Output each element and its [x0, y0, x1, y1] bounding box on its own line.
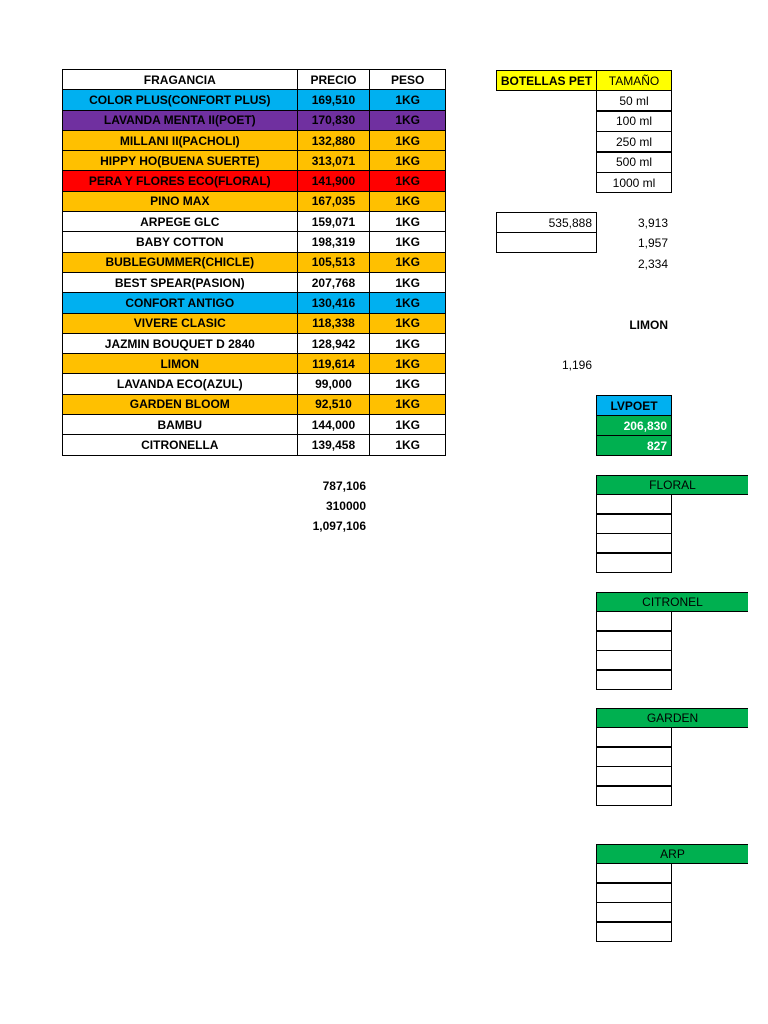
price-cell: 207,768: [297, 272, 370, 292]
weight-cell: 1KG: [370, 272, 446, 292]
table-row: [63, 435, 446, 455]
weight-cell: 1KG: [370, 151, 446, 171]
weight-cell: 1KG: [370, 354, 446, 374]
weight-cell: 1KG: [370, 90, 446, 110]
fragrance-table: [62, 69, 446, 456]
extra-value: 310000: [325, 499, 366, 513]
limon-label: LIMON: [629, 317, 668, 332]
weight-cell: 1KG: [370, 313, 446, 333]
green-box-empty-cell: [596, 747, 672, 767]
weight-cell: 1KG: [370, 252, 446, 272]
fragrance-name-cell: VIVERE CLASIC: [63, 313, 298, 333]
green-box-empty-cell: [596, 727, 672, 747]
side-value-2: 1,957: [637, 235, 668, 250]
weight-cell: 1KG: [370, 191, 446, 211]
fragrance-name-cell: LIMON: [63, 354, 298, 374]
weight-cell: 1KG: [370, 374, 446, 394]
green-box-empty-cell: [596, 553, 672, 573]
table-row: [63, 394, 446, 414]
fragrance-name-cell: ARPEGE GLC: [63, 212, 298, 232]
green-box-empty-cell: [596, 494, 672, 514]
tamano-header: TAMAÑO: [596, 70, 672, 91]
limon-value: 1,196: [561, 357, 592, 372]
weight-cell: 1KG: [370, 212, 446, 232]
fragrance-name-cell: CONFORT ANTIGO: [63, 293, 298, 313]
green-box-empty-cell: [596, 533, 672, 553]
price-cell: 159,071: [297, 212, 370, 232]
green-box-empty-cell: [596, 902, 672, 922]
green-box-empty-cell: [596, 786, 672, 806]
price-cell: 139,458: [297, 435, 370, 455]
price-cell: 170,830: [297, 110, 370, 130]
column-header-peso: PESO: [370, 70, 446, 90]
lvpoet-title: LVPOET: [596, 395, 672, 416]
price-cell: 132,880: [297, 130, 370, 150]
table-row: [63, 272, 446, 292]
price-cell: 105,513: [297, 252, 370, 272]
green-box-title: CITRONEL: [596, 592, 748, 612]
weight-cell: 1KG: [370, 130, 446, 150]
size-cell: 1000 ml: [596, 172, 672, 193]
price-cell: 130,416: [297, 293, 370, 313]
price-cell: 99,000: [297, 374, 370, 394]
weight-cell: 1KG: [370, 394, 446, 414]
weight-cell: 1KG: [370, 333, 446, 353]
weight-cell: 1KG: [370, 110, 446, 130]
fragrance-name-cell: BUBLEGUMMER(CHICLE): [63, 252, 298, 272]
total-value: 1,097,106: [312, 519, 366, 533]
fragrance-name-cell: BEST SPEAR(PASION): [63, 272, 298, 292]
table-row: [63, 313, 446, 333]
green-box-empty-cell: [596, 611, 672, 631]
green-box-title: ARP: [596, 844, 748, 864]
green-box-empty-cell: [596, 863, 672, 883]
size-cell: 250 ml: [596, 131, 672, 152]
fragrance-name-cell: GARDEN BLOOM: [63, 394, 298, 414]
fragrance-name-cell: PERA Y FLORES ECO(FLORAL): [63, 171, 298, 191]
table-row: [63, 191, 446, 211]
table-row: [63, 252, 446, 272]
lvpoet-value-2: 827: [596, 435, 672, 456]
fragrance-name-cell: CITRONELLA: [63, 435, 298, 455]
table-row: [63, 171, 446, 191]
fragrance-name-cell: BABY COTTON: [63, 232, 298, 252]
column-header-precio: PRECIO: [297, 70, 370, 90]
green-box-title: FLORAL: [596, 475, 748, 495]
table-row: [63, 151, 446, 171]
side-value-1: 3,913: [637, 215, 668, 230]
weight-cell: 1KG: [370, 435, 446, 455]
fragrance-name-cell: MILLANI II(PACHOLI): [63, 130, 298, 150]
table-row: [63, 90, 446, 110]
price-cell: 141,900: [297, 171, 370, 191]
table-row: [63, 130, 446, 150]
price-cell: 167,035: [297, 191, 370, 211]
subtotal-value: 787,106: [322, 479, 366, 493]
green-box-title: GARDEN: [596, 708, 748, 728]
table-row: [63, 110, 446, 130]
table-row: [63, 232, 446, 252]
green-box-empty-cell: [596, 922, 672, 942]
table-row: [63, 415, 446, 435]
price-cell: 92,510: [297, 394, 370, 414]
price-cell: 119,614: [297, 354, 370, 374]
side-value-3: 2,334: [637, 256, 668, 271]
price-cell: 169,510: [297, 90, 370, 110]
price-cell: 198,319: [297, 232, 370, 252]
table-row: [63, 293, 446, 313]
lvpoet-value-1: 206,830: [596, 415, 672, 436]
fragrance-name-cell: LAVANDA ECO(AZUL): [63, 374, 298, 394]
weight-cell: 1KG: [370, 232, 446, 252]
botellas-value-box: 535,888: [496, 212, 597, 233]
price-cell: 313,071: [297, 151, 370, 171]
fragrance-name-cell: PINO MAX: [63, 191, 298, 211]
green-box-empty-cell: [596, 670, 672, 690]
fragrance-name-cell: BAMBU: [63, 415, 298, 435]
fragrance-name-cell: JAZMIN BOUQUET D 2840: [63, 333, 298, 353]
botellas-empty-box: [496, 232, 597, 253]
green-box-empty-cell: [596, 883, 672, 903]
botellas-pet-header: BOTELLAS PET: [496, 70, 597, 91]
table-row: [63, 212, 446, 232]
table-row: [63, 374, 446, 394]
fragrance-name-cell: COLOR PLUS(CONFORT PLUS): [63, 90, 298, 110]
table-row: [63, 354, 446, 374]
price-cell: 144,000: [297, 415, 370, 435]
green-box-empty-cell: [596, 766, 672, 786]
green-box-empty-cell: [596, 514, 672, 534]
fragrance-name-cell: HIPPY HO(BUENA SUERTE): [63, 151, 298, 171]
weight-cell: 1KG: [370, 415, 446, 435]
table-row: [63, 333, 446, 353]
size-cell: 50 ml: [596, 90, 672, 111]
size-cell: 500 ml: [596, 152, 672, 173]
weight-cell: 1KG: [370, 171, 446, 191]
price-cell: 128,942: [297, 333, 370, 353]
weight-cell: 1KG: [370, 293, 446, 313]
green-box-empty-cell: [596, 650, 672, 670]
size-cell: 100 ml: [596, 111, 672, 132]
green-box-empty-cell: [596, 631, 672, 651]
table-header-row: [63, 70, 446, 90]
fragrance-name-cell: LAVANDA MENTA II(POET): [63, 110, 298, 130]
price-cell: 118,338: [297, 313, 370, 333]
column-header-fragancia: FRAGANCIA: [63, 70, 298, 90]
